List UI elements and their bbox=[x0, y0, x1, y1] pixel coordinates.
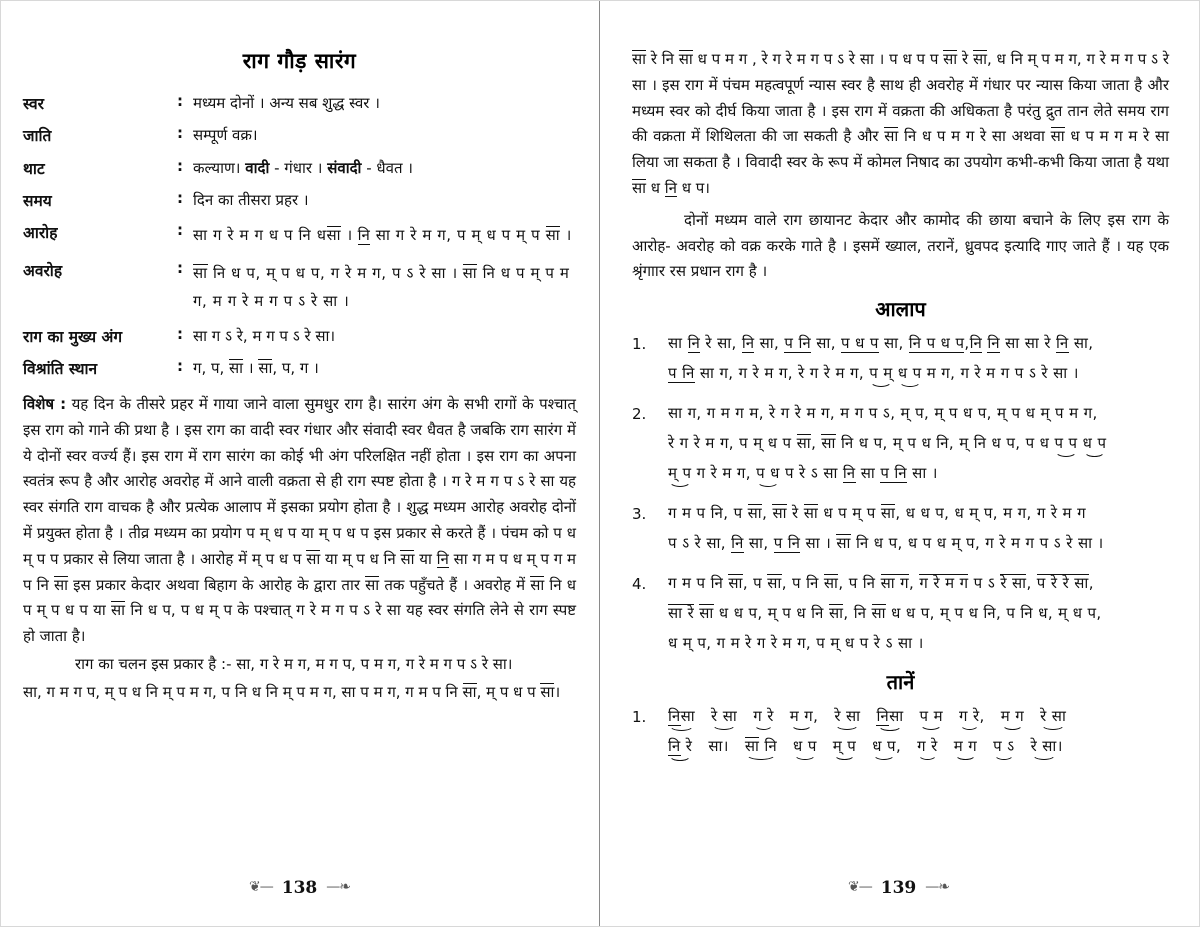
taan-cell: सा नि bbox=[745, 731, 777, 761]
taan-item bbox=[632, 701, 1169, 761]
info-value-jaati: सम्पूर्ण वक्र। bbox=[193, 126, 258, 145]
taan-cell: ग रे, bbox=[959, 701, 985, 731]
taan-item-lines bbox=[668, 701, 1169, 761]
aalap-item-lines bbox=[668, 568, 1169, 658]
avroh-line-2: सा नि ध प म् प म ग, म ग रे म ग प ऽ रे सा । bbox=[193, 263, 570, 310]
taan-cell: म ग bbox=[954, 731, 977, 761]
raga-info-table bbox=[23, 89, 576, 386]
info-row-aaroh bbox=[23, 218, 576, 256]
info-colon-aaroh: : bbox=[177, 221, 183, 239]
taan-cell: ध प bbox=[793, 731, 817, 761]
taan-cell: म ग, bbox=[790, 701, 819, 731]
right-page bbox=[598, 1, 1199, 928]
folio-left-number: 138 bbox=[281, 878, 318, 898]
info-value-vishranti: ग, प, सा । सा, प, ग । bbox=[193, 358, 319, 377]
info-colon-swar: : bbox=[177, 92, 183, 110]
info-colon-mukhya-ang: : bbox=[177, 324, 183, 343]
raga-info-body bbox=[23, 89, 576, 386]
aalap-heading: आलाप bbox=[875, 297, 926, 322]
taan-cell: ध प, bbox=[872, 731, 901, 761]
taan-cell: सा। bbox=[708, 737, 729, 756]
info-colon-samay: : bbox=[177, 188, 183, 207]
aalap-item bbox=[632, 498, 1169, 558]
aalap-item-lines bbox=[668, 498, 1169, 558]
taanein-heading: तानें bbox=[886, 670, 915, 695]
aalap-item bbox=[632, 328, 1169, 388]
taan-cell: रे सा bbox=[834, 701, 860, 731]
ornament-right-icon: —❧ bbox=[326, 879, 350, 895]
aalap-list bbox=[632, 328, 1169, 658]
aalap-item bbox=[632, 398, 1169, 488]
info-colon-jaati: : bbox=[177, 124, 183, 143]
aalap-item-lines bbox=[668, 398, 1169, 488]
info-value-mukhya-ang: सा ग ऽ रे, म ग प ऽ रे सा। bbox=[193, 326, 336, 345]
taan-row bbox=[668, 701, 1169, 731]
info-colon-vishranti: : bbox=[177, 356, 183, 375]
aalap-line: प ऽ रे सा, नि सा, प नि सा । सा नि ध प, ध प ध म् प, ग रे म ग प ऽ रे सा । bbox=[667, 534, 1104, 553]
info-colon-thaat: : bbox=[177, 156, 183, 175]
taan-cell: रे सा। bbox=[1031, 731, 1063, 761]
vishesh-label: विशेष : bbox=[23, 395, 67, 413]
info-value-swar: मध्यम दोनों । अन्य सब शुद्ध स्वर । bbox=[193, 94, 380, 112]
taan-item-number: 1. bbox=[631, 708, 647, 727]
ornament-left-icon: ❦— bbox=[249, 879, 273, 895]
aalap-line: सा ग, ग म ग म, रे ग रे म ग, म ग प ऽ, म् प, म् प ध प, म् प ध म् प म ग, bbox=[667, 404, 1098, 423]
aalap-line: ध म् प, ग म रे ग रे म ग, प म् ध प रे ऽ सा । bbox=[667, 634, 924, 653]
aaroh-line-1: सा ग रे म ग ध प नि धसा । bbox=[193, 226, 353, 244]
aalap-line: ग म प नि, प सा, सा रे सा ध प म् प सा, ध ध प, ध म् प, म ग, ग रे म ग bbox=[667, 504, 1086, 523]
taan-cell: म् प bbox=[833, 731, 856, 761]
folio-right bbox=[598, 878, 1199, 898]
info-label-swar: स्वर bbox=[23, 95, 44, 113]
ornament-right-icon: —❧ bbox=[925, 879, 949, 895]
info-row-jaati bbox=[23, 121, 576, 153]
taan-cell: रे सा bbox=[711, 701, 737, 731]
info-row-thaat bbox=[23, 154, 576, 186]
page-title: राग गौड़ सारंग bbox=[242, 49, 357, 73]
aalap-line: सा रे सा ध ध प, म् प ध नि सा, नि सा ध ध प, म् प ध नि, प नि ध, म् ध प, bbox=[667, 604, 1102, 623]
folio-left bbox=[1, 878, 598, 898]
info-row-vishranti bbox=[23, 354, 576, 386]
info-colon-avroh: : bbox=[177, 258, 183, 277]
taan-cell: म ग bbox=[1001, 701, 1024, 731]
aalap-item-number: 3. bbox=[631, 505, 647, 524]
aalap-item-number: 2. bbox=[631, 405, 647, 424]
folio-right-number: 139 bbox=[880, 878, 917, 898]
ornament-left-icon: ❦— bbox=[848, 879, 872, 895]
taan-row bbox=[668, 731, 1169, 761]
info-value-avroh bbox=[193, 256, 576, 322]
aalap-item-lines bbox=[668, 328, 1169, 388]
aaroh-line-2: नि सा ग रे म ग, प म् ध प म् प सा । bbox=[357, 226, 572, 244]
taan-cell: प ऽ bbox=[993, 731, 1015, 761]
info-label-avroh: अवरोह bbox=[23, 261, 63, 280]
info-label-jaati: जाति bbox=[23, 127, 52, 146]
info-row-avroh bbox=[23, 256, 576, 322]
vishesh-paragraph bbox=[23, 392, 576, 650]
info-label-aaroh: आरोह bbox=[23, 224, 58, 242]
chalan-line-1: राग का चलन इस प्रकार है :- सा, ग रे म ग, म ग प, प म ग, ग रे म ग प ऽ रे सा। bbox=[75, 654, 513, 673]
aalap-item-number: 4. bbox=[631, 575, 647, 594]
right-paragraph-1: सा रे नि सा ध प म ग , रे ग रे म ग प ऽ रे सा । प ध प प सा रे सा, ध नि म् प म ग, ग रे म ग प ऽ रे सा । इस राग में पंचम महत्वपूर्ण न्यास स्वर है साथ ही अवरोह में गंधार पर न्यास किया जाता है और मध्यम स्वर को दीर्घ किया जाता है । इस राग में वक्रता की अधिकता है परंतु द्रुत तान लेते समय राग की वक्रता में शिथिलता की जा सकती है और सा नि ध प म ग रे सा अथवा सा ध प म ग म रे सा लिया जा सकता है । विवादी स्वर के रूप में कोमल निषाद का उपयोग कभी-कभी किया जाता है यथा सा ध नि ध प। bbox=[631, 50, 1169, 197]
aalap-line: ग म प नि सा, प सा, प नि सा, प नि सा ग, ग रे म ग प ऽ रे सा, प रे रे सा, bbox=[667, 574, 1094, 593]
taan-cell: निसा bbox=[876, 701, 903, 731]
info-label-samay: समय bbox=[23, 191, 52, 210]
aalap-line: म् प ग रे म ग, प ध प रे ऽ सा नि सा प नि सा । bbox=[668, 458, 1169, 488]
taan-cell: निसा bbox=[668, 701, 695, 731]
chalan-line-2: सा, ग म ग प, म् प ध नि म् प म ग, प नि ध नि म् प म ग, सा प म ग, ग म प नि सा, म् प ध प सा। bbox=[23, 682, 561, 701]
info-label-vishranti: विश्रांति स्थान bbox=[23, 359, 98, 378]
taanein-list bbox=[632, 701, 1169, 761]
taan-cell: प म bbox=[920, 701, 943, 731]
info-value-samay: दिन का तीसरा प्रहर । bbox=[193, 190, 309, 209]
taan-cell: नि रे bbox=[668, 731, 692, 761]
info-value-aaroh bbox=[193, 218, 576, 256]
taan-cell: रे सा bbox=[1040, 701, 1066, 731]
info-label-mukhya-ang: राग का मुख्य अंग bbox=[23, 327, 123, 346]
vishesh-text: यह दिन के तीसरे प्रहर में गाया जाने वाला सुमधुर राग है। सारंग अंग के सभी रागों के पश्चात् इस राग को गाने की प्रथा है । इस राग का वादी स्वर गंधार और संवादी स्वर धैवत है जबकि राग सारंग में ये दोनों स्वर वर्ज्य हैं। इस राग में राग सारंग का कोई भी अंग परिलक्षित नहीं होता । इस राग का अपना स्वतंत्र रूप है और आरोह अवरोह में आने वाली वक्रता से ही राग स्पष्ट होता है । ग रे म ग प ऽ रे सा यह स्वर संगति राग वाचक है और प्रत्येक आलाप में इसका प्रयोग होता है । शुद्ध मध्यम आरोह अवरोह दोनों में प्रयुक्त होता है । तीव्र मध्यम का प्रयोग प म् ध प या म् प ध प इस प्रकार से करते हैं । पंचम को प ध म् प प प्रकार से लिया जाता है । आरोह में म् प ध प सा या म् प ध नि सा या नि सा ग म प ध म् प ग म प नि सा इस प्रकार केदार अथवा बिहाग के आरोह के द्वारा तार सा तक पहुँचते हैं । अवरोह में सा नि ध प म् प ध प या सा नि ध प, प ध म् प के पश्चात् ग रे म ग प ऽ रे सा यह स्वर संगति लेने से राग स्पष्ट हो जाता है। bbox=[23, 395, 576, 646]
taan-cell: ग रे bbox=[917, 731, 938, 761]
aalap-line: प नि सा ग, ग रे म ग, रे ग रे म ग, प म् ध प म ग, ग रे म ग प ऽ रे सा । bbox=[668, 358, 1169, 388]
right-paragraph-2: दोनों मध्यम वाले राग छायानट केदार और कामोद की छाया बचाने के लिए इस राग के आरोह- अवरोह को वक्र करके गाते है । इसमें ख्याल, तरानें, ध्रुवपद इत्यादि गाए जाते हैं । यह एक श्रृंगाार रस प्रधान राग है । bbox=[631, 210, 1169, 281]
info-label-thaat: थाट bbox=[23, 159, 45, 178]
info-value-thaat: कल्याण। वादी - गंधार । संवादी - धैवत । bbox=[193, 158, 413, 177]
taan-cell: ग रे bbox=[753, 701, 774, 731]
aalap-item bbox=[632, 568, 1169, 658]
info-row-samay bbox=[23, 186, 576, 218]
info-row-swar bbox=[23, 89, 576, 121]
aalap-line: सा नि रे सा, नि सा, प नि सा, प ध प सा, नि प ध प,नि नि सा सा रे नि सा, bbox=[667, 334, 1094, 353]
left-page bbox=[1, 1, 598, 928]
aalap-item-number: 1. bbox=[631, 335, 647, 354]
info-row-mukhya-ang bbox=[23, 322, 576, 354]
avroh-line-1: सा नि ध प, म् प ध प, ग रे म ग, प ऽ रे सा । bbox=[193, 263, 458, 282]
aalap-line: रे ग रे म ग, प म् ध प सा, सा नि ध प, म् प ध नि, म् नि ध प, प ध प प ध प bbox=[668, 428, 1169, 458]
